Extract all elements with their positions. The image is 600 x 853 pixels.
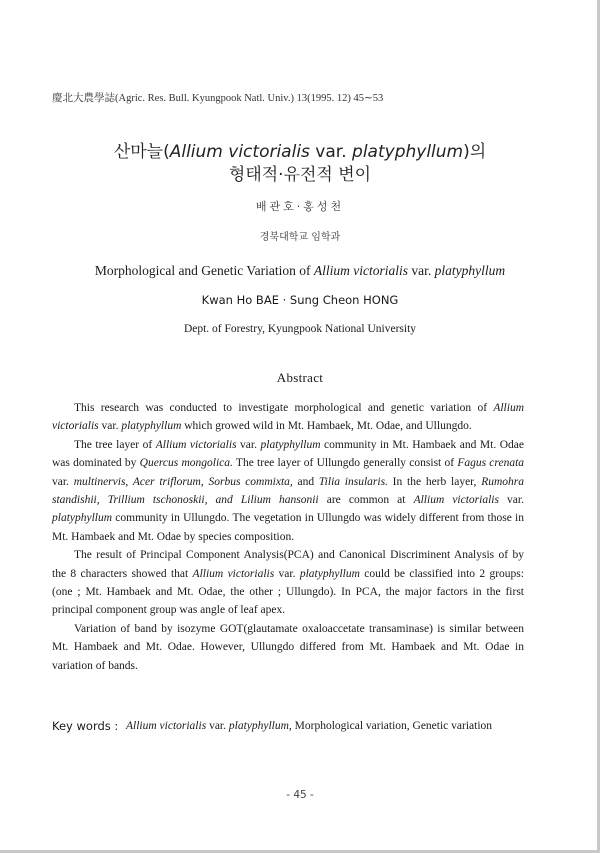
page-number: - 45 - — [286, 789, 314, 801]
english-title-var: var. — [408, 263, 435, 278]
keywords-text — [126, 717, 532, 735]
english-affiliation: Dept. of Forestry, Kyungpook National University — [183, 323, 417, 335]
korean-title-suffix: )의 — [463, 142, 487, 162]
p2-species-list: multinervis, Acer triflorum, Sorbus commixta, — [73, 475, 293, 488]
p3-var: var. — [274, 567, 300, 580]
p2-var-2: var. — [52, 475, 74, 488]
abstract-paragraph-2 — [52, 436, 524, 546]
korean-authors: 배관호·홍성천 — [255, 200, 345, 213]
p2-variety-2: platyphyllum — [52, 512, 113, 525]
p2-tilia: Tilia insularis. — [318, 475, 388, 488]
p2-text-m: In the herb layer, — [387, 475, 482, 488]
p2-text-s: community in Ullungdo. The vegetation in Ullungdo was widely different from those in Mt. Hambaek and Mt. Odae by species composition. — [52, 512, 524, 543]
p2-text-e: community in Mt. Hambaek and Mt. Odae was dominated by — [52, 438, 524, 470]
keywords-label: Key words : — [52, 719, 119, 733]
korean-title-species: Allium victorialis — [169, 142, 310, 162]
english-title-variety: platyphyllum — [434, 263, 506, 278]
p3-species: Allium victorialis — [192, 567, 275, 580]
p2-herb-species: Rumohra standishii, Trillium tschonoskii, and Lilium hansonii — [52, 475, 524, 507]
p1-variety: platyphyllum — [121, 420, 182, 433]
p1-text-e: which growed wild in Mt. Hambaek, Mt. Odae, and Ullungdo. — [181, 420, 472, 433]
abstract-paragraph-3 — [52, 546, 524, 620]
p2-var-3: var. — [498, 494, 524, 507]
p2-text-g: The tree layer of Ullungdo generally consist of — [232, 457, 458, 470]
p2-fagus: Fagus crenata — [457, 457, 525, 470]
korean-title-var: var. — [309, 142, 353, 162]
korean-title-line-2: 형태적·유전적 변이 — [228, 165, 372, 185]
keywords-rest: Morphological variation, Genetic variation — [291, 720, 493, 732]
english-title — [0, 263, 600, 279]
p2-quercus: Quercus mongolica. — [139, 457, 233, 470]
p2-text-a: The tree layer of — [74, 438, 156, 451]
korean-affiliation: 경북대학교 임학과 — [259, 232, 341, 243]
keywords — [52, 717, 532, 735]
keywords-species: Allium victorialis — [126, 720, 207, 732]
english-title-species: Allium victorialis — [313, 263, 409, 278]
p1-var: var. — [98, 420, 122, 433]
p2-variety: platyphyllum — [260, 438, 321, 451]
abstract-heading: Abstract — [276, 370, 324, 385]
keywords-var: var. — [206, 720, 229, 732]
abstract-paragraph-1 — [52, 399, 524, 436]
abstract-body — [52, 399, 524, 675]
english-authors: Kwan Ho BAE · Sung Cheon HONG — [201, 293, 399, 307]
p3-text-a: The result of Principal Component Analysis(PCA) and Canonical Discriminent Analysis of by the 8 characters showed that — [52, 549, 524, 580]
abstract-paragraph-4: Variation of band by isozyme GOT(glautamate oxaloaccetate transaminase) is similar between Mt. Hambaek and Mt. Odae. However, Ullungdo differed from Mt. Hambaek and Mt. Odae in variation of bands. — [52, 622, 524, 672]
p1-text-a: This research was conducted to investigate morphological and genetic variation of — [74, 402, 494, 414]
p2-var: var. — [236, 438, 261, 451]
korean-title-prefix: 산마늘( — [113, 142, 170, 162]
p2-species: Allium victorialis — [155, 438, 237, 451]
p2-and: and — [292, 475, 319, 488]
p1-species: Allium victorialis — [52, 402, 524, 433]
journal-citation: 慶北大農學誌(Agric. Res. Bull. Kyungpook Natl. Univ.) 13(1995. 12) 45∼53 — [52, 93, 384, 104]
korean-title-variety: platyphyllum — [352, 142, 464, 162]
english-title-prefix: Morphological and Genetic Variation of — [94, 263, 314, 278]
p2-text-o: are common at — [318, 494, 414, 507]
p3-text-e: could be classified into 2 groups: (one ; Mt. Hambaek and Mt. Odae, the other ; Ullungdo). In PCA, the major factors in the first principal component group was angle of leaf apex. — [52, 567, 524, 617]
p3-variety: platyphyllum — [299, 567, 360, 580]
p2-species-2: Allium victorialis — [413, 494, 499, 507]
keywords-variety: platyphyllum, — [228, 720, 292, 732]
korean-title-line-1 — [0, 137, 600, 162]
